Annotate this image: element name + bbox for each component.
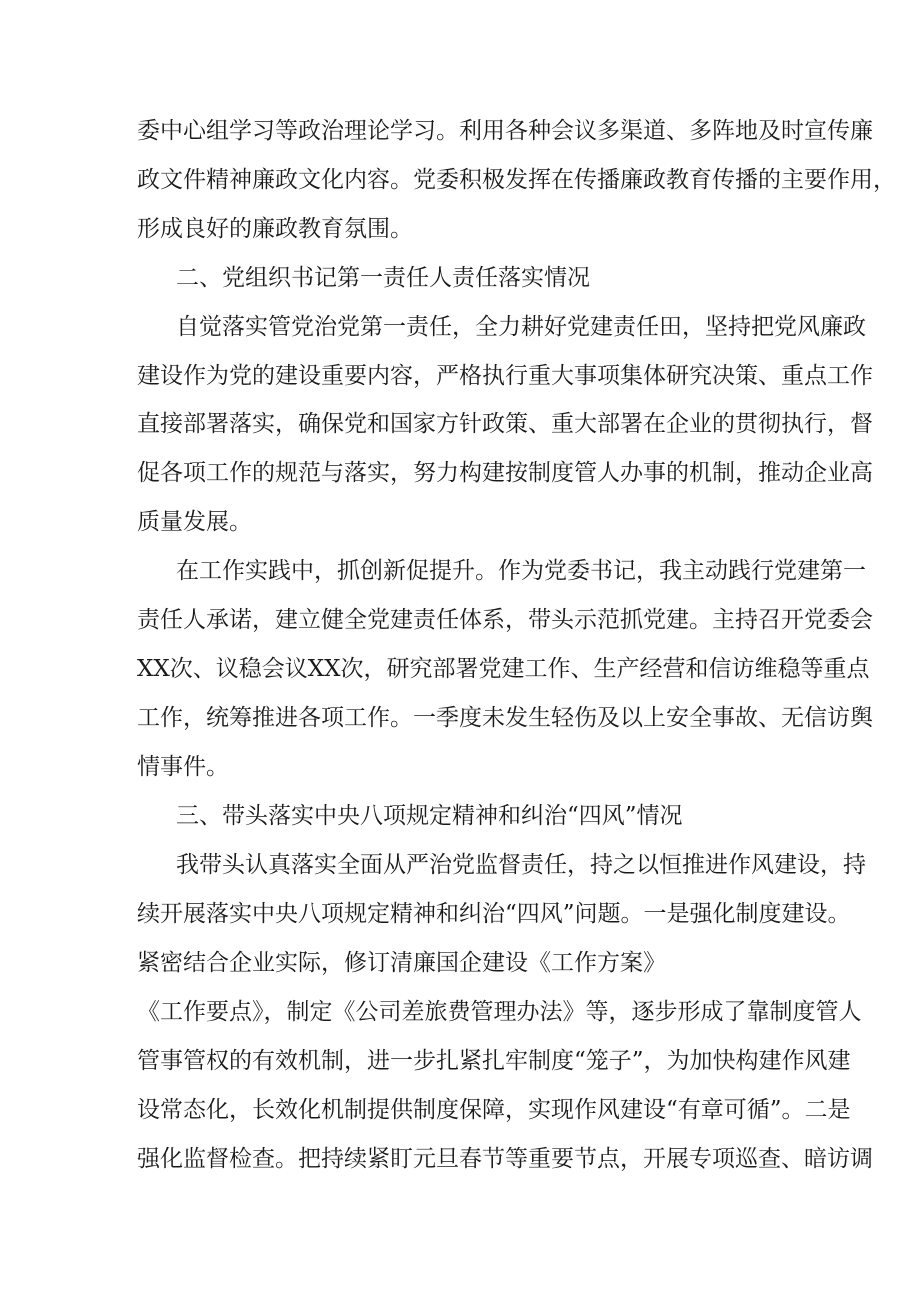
body-text-line: 在工作实践中，抓创新促提升。作为党委书记，我主动践行党建第一 <box>176 558 866 584</box>
body-text-line: 直接部署落实，确保党和国家方针政策、重大部署在企业的贯彻执行，督 <box>137 411 873 437</box>
body-text-line: 管事管权的有效机制，进一步扎紧扎牢制度“笼子”，为加快构建作风建 <box>137 1048 851 1074</box>
body-text-line: 责任人承诺，建立健全党建责任体系，带头示范抓党建。主持召开党委会 <box>137 607 873 633</box>
body-text-line: 我带头认真落实全面从严治党监督责任，持之以恒推进作风建设，持 <box>176 852 866 878</box>
body-text-line: 政文件精神廉政文化内容。党委积极发挥在传播廉政教育传播的主要作用， <box>137 167 896 193</box>
body-text-line: 紧密结合企业实际，修订清廉国企建设《工作方案》 <box>137 950 666 976</box>
body-text-line: 自觉落实管党治党第一责任，全力耕好党建责任田，坚持把党风廉政 <box>176 314 866 340</box>
body-text-line: 形成良好的廉政教育氛围。 <box>137 216 413 242</box>
section-heading-2: 二、党组织书记第一责任人责任落实情况 <box>176 265 590 291</box>
body-text-line: 《工作要点》，制定《公司差旅费管理办法》等，逐步形成了靠制度管人 <box>137 999 862 1025</box>
body-text-line: 续开展落实中央八项规定精神和纠治“四风”问题。一是强化制度建设。 <box>137 901 851 927</box>
body-text-line: 促各项工作的规范与落实，努力构建按制度管人办事的机制，推动企业高 <box>137 460 873 486</box>
body-text-line: 工作，统筹推进各项工作。一季度未发生轻伤及以上安全事故、无信访舆 <box>137 705 873 731</box>
section-heading-3: 三、带头落实中央八项规定精神和纠治“四风”情况 <box>176 803 683 829</box>
body-text-line: 强化监督检查。把持续紧盯元旦春节等重要节点，开展专项巡查、暗访调 <box>137 1146 873 1172</box>
body-text-line: 建设作为党的建设重要内容，严格执行重大事项集体研究决策、重点工作 <box>137 363 873 389</box>
body-text-line: 委中心组学习等政治理论学习。利用各种会议多渠道、多阵地及时宣传廉 <box>137 118 873 144</box>
body-text-line: 情事件。 <box>137 754 229 780</box>
body-text-line: XX次、议稳会议XX次，研究部署党建工作、生产经营和信访维稳等重点 <box>137 656 870 682</box>
body-text-line: 质量发展。 <box>137 509 252 535</box>
body-text-line: 设常态化，长效化机制提供制度保障，实现作风建设“有章可循”。二是 <box>137 1097 851 1123</box>
